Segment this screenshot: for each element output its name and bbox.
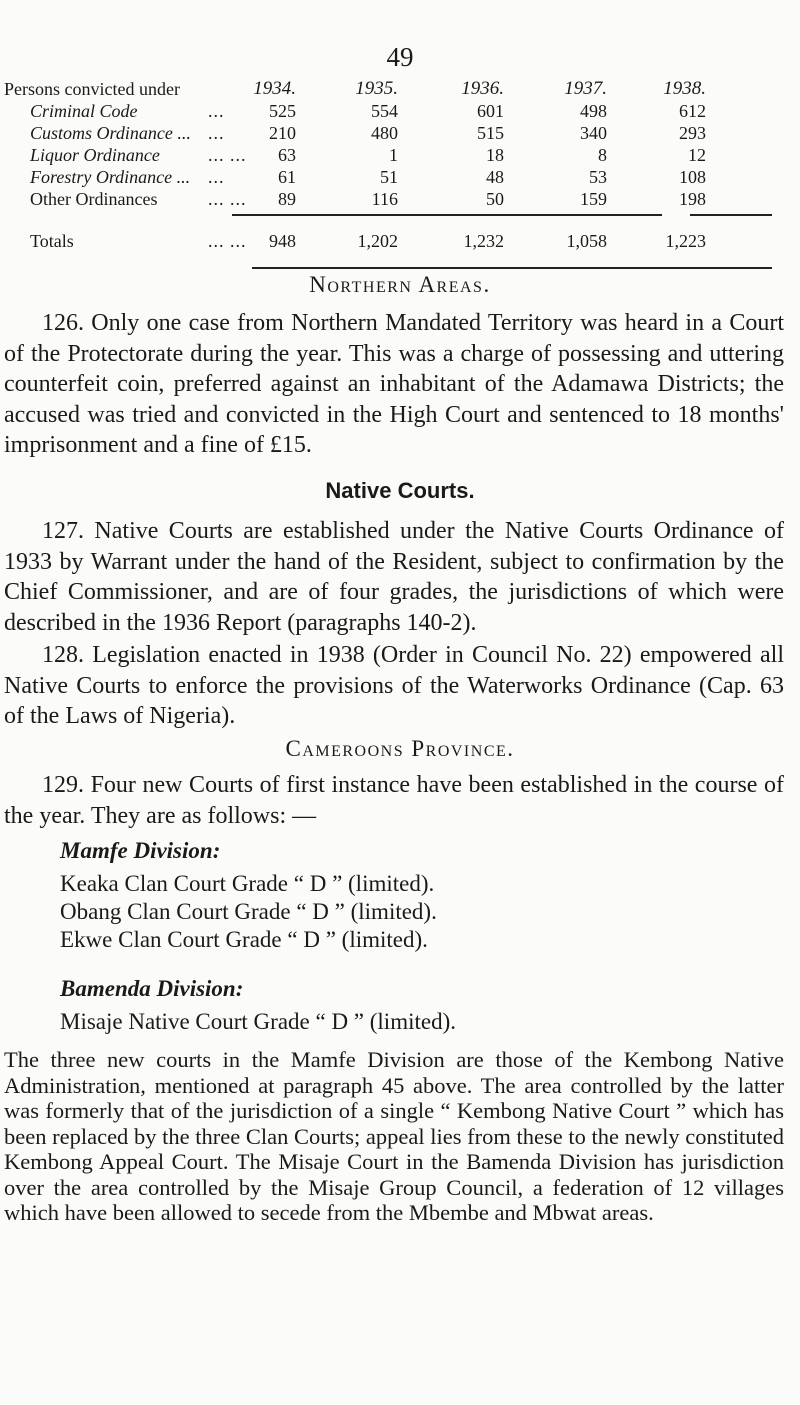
cell-value: 554 [371, 101, 398, 121]
total-value: 1,058 [566, 231, 607, 251]
cell-value: 515 [477, 123, 504, 143]
subtotal-rule [690, 214, 772, 216]
total-value: 948 [269, 231, 296, 251]
court-entry: Misaje Native Court Grade “ D ” (limited). [60, 1009, 456, 1034]
cell-value: 525 [269, 101, 296, 121]
closing-paragraph: The three new courts in the Mamfe Division are those of the Kembong Native Administration, mentioned at paragraph 45 above. The area controlled by the latter was formerly that of the jurisdiction of a single “ Kembong Native Court ” which has been replaced by the three Clan Courts; appeal lies from these to the newly constituted Kembong Appeal Court. The Misaje Court in the Bamenda Division has jurisdiction over the area controlled by the Misaje Group Council, a federation of 12 villages which have been allowed to secede from the Mbembe and Mbwat areas. [4, 1047, 784, 1225]
total-value: 1,202 [357, 231, 398, 251]
cell-value: 116 [371, 189, 398, 209]
cell-value: 340 [580, 123, 607, 143]
year-header: 1937. [564, 78, 607, 99]
cell-value: 48 [486, 167, 504, 187]
leader-dots: ... ... [208, 145, 247, 165]
northern-areas-heading: Northern Areas. [309, 272, 491, 297]
leader-dots: ... [208, 101, 225, 121]
cell-value: 108 [679, 167, 706, 187]
cell-value: 89 [278, 189, 296, 209]
year-header: 1935. [355, 78, 398, 99]
paragraph-128: 128. Legislation enacted in 1938 (Order in Council No. 22) empowered all Native Courts to enforce the provisions of the Waterworks Ordinance (Cap. 63 of the Laws of Nigeria). [4, 642, 784, 729]
paragraph-126: 126. Only one case from Northern Mandated Territory was heard in a Court of the Protectorate during the year. This was a charge of possessing and uttering counterfeit coin, preferred against an inhabitant of the Adamawa Districts; the accused was tried and convicted in the High Court and sentenced to 18 months' imprisonment and a fine of £15. [4, 310, 784, 458]
year-header: 1936. [461, 78, 504, 99]
cell-value: 1 [389, 145, 398, 165]
table-row [4, 122, 796, 144]
cell-value: 498 [580, 101, 607, 121]
table-header-row [4, 78, 796, 100]
cameroons-province-heading: Cameroons Province. [285, 736, 515, 761]
cell-value: 51 [380, 167, 398, 187]
paragraph-129: 129. Four new Courts of first instance have been established in the course of the year. They are as follows: — [4, 772, 784, 829]
totals-row [4, 230, 796, 252]
cell-value: 50 [486, 189, 504, 209]
totals-label: Totals [30, 231, 74, 251]
row-label: Criminal Code [30, 101, 138, 121]
convictions-table [4, 78, 796, 252]
table-row [4, 166, 796, 188]
leader-dots: ... [208, 123, 225, 143]
total-value: 1,223 [665, 231, 706, 251]
table-row [4, 100, 796, 122]
cell-value: 63 [278, 145, 296, 165]
cell-value: 18 [486, 145, 504, 165]
cell-value: 198 [679, 189, 706, 209]
page-number: 49 [386, 42, 414, 72]
cell-value: 61 [278, 167, 296, 187]
court-entry: Keaka Clan Court Grade “ D ” (limited). [60, 871, 435, 896]
cell-value: 12 [688, 145, 706, 165]
court-entry: Ekwe Clan Court Grade “ D ” (limited). [60, 927, 428, 952]
cell-value: 53 [589, 167, 607, 187]
table-row [4, 188, 796, 210]
paragraph-127: 127. Native Courts are established under the Native Courts Ordinance of 1933 by Warrant under the hand of the Resident, subject to confirmation by the Chief Commissioner, and are of four grades, the jurisdictions of which were described in the 1936 Report (paragraphs 140-2). [4, 518, 784, 636]
total-value: 1,232 [463, 231, 504, 251]
row-label: Liquor Ordinance [30, 145, 160, 165]
native-courts-heading: Native Courts. [325, 478, 475, 503]
cell-value: 601 [477, 101, 504, 121]
leader-dots: ... ... [208, 189, 247, 209]
table-heading: Persons convicted under [4, 79, 180, 99]
court-entry: Obang Clan Court Grade “ D ” (limited). [60, 899, 437, 924]
row-label: Other Ordinances [30, 189, 158, 209]
year-header: 1938. [663, 78, 706, 99]
cell-value: 159 [580, 189, 607, 209]
year-header: 1934. [253, 78, 296, 99]
cell-value: 8 [598, 145, 607, 165]
table-row [4, 144, 796, 166]
cell-value: 210 [269, 123, 296, 143]
mamfe-division-label: Mamfe Division: [60, 838, 221, 863]
leader-dots: ... ... [208, 231, 247, 251]
bamenda-division-label: Bamenda Division: [60, 976, 244, 1001]
cell-value: 480 [371, 123, 398, 143]
row-label: Forestry Ordinance ... [30, 167, 191, 187]
totals-rule [252, 267, 772, 269]
cell-value: 612 [679, 101, 706, 121]
leader-dots: ... [208, 167, 225, 187]
row-label: Customs Ordinance ... [30, 123, 191, 143]
subtotal-rule [232, 214, 662, 216]
cell-value: 293 [679, 123, 706, 143]
